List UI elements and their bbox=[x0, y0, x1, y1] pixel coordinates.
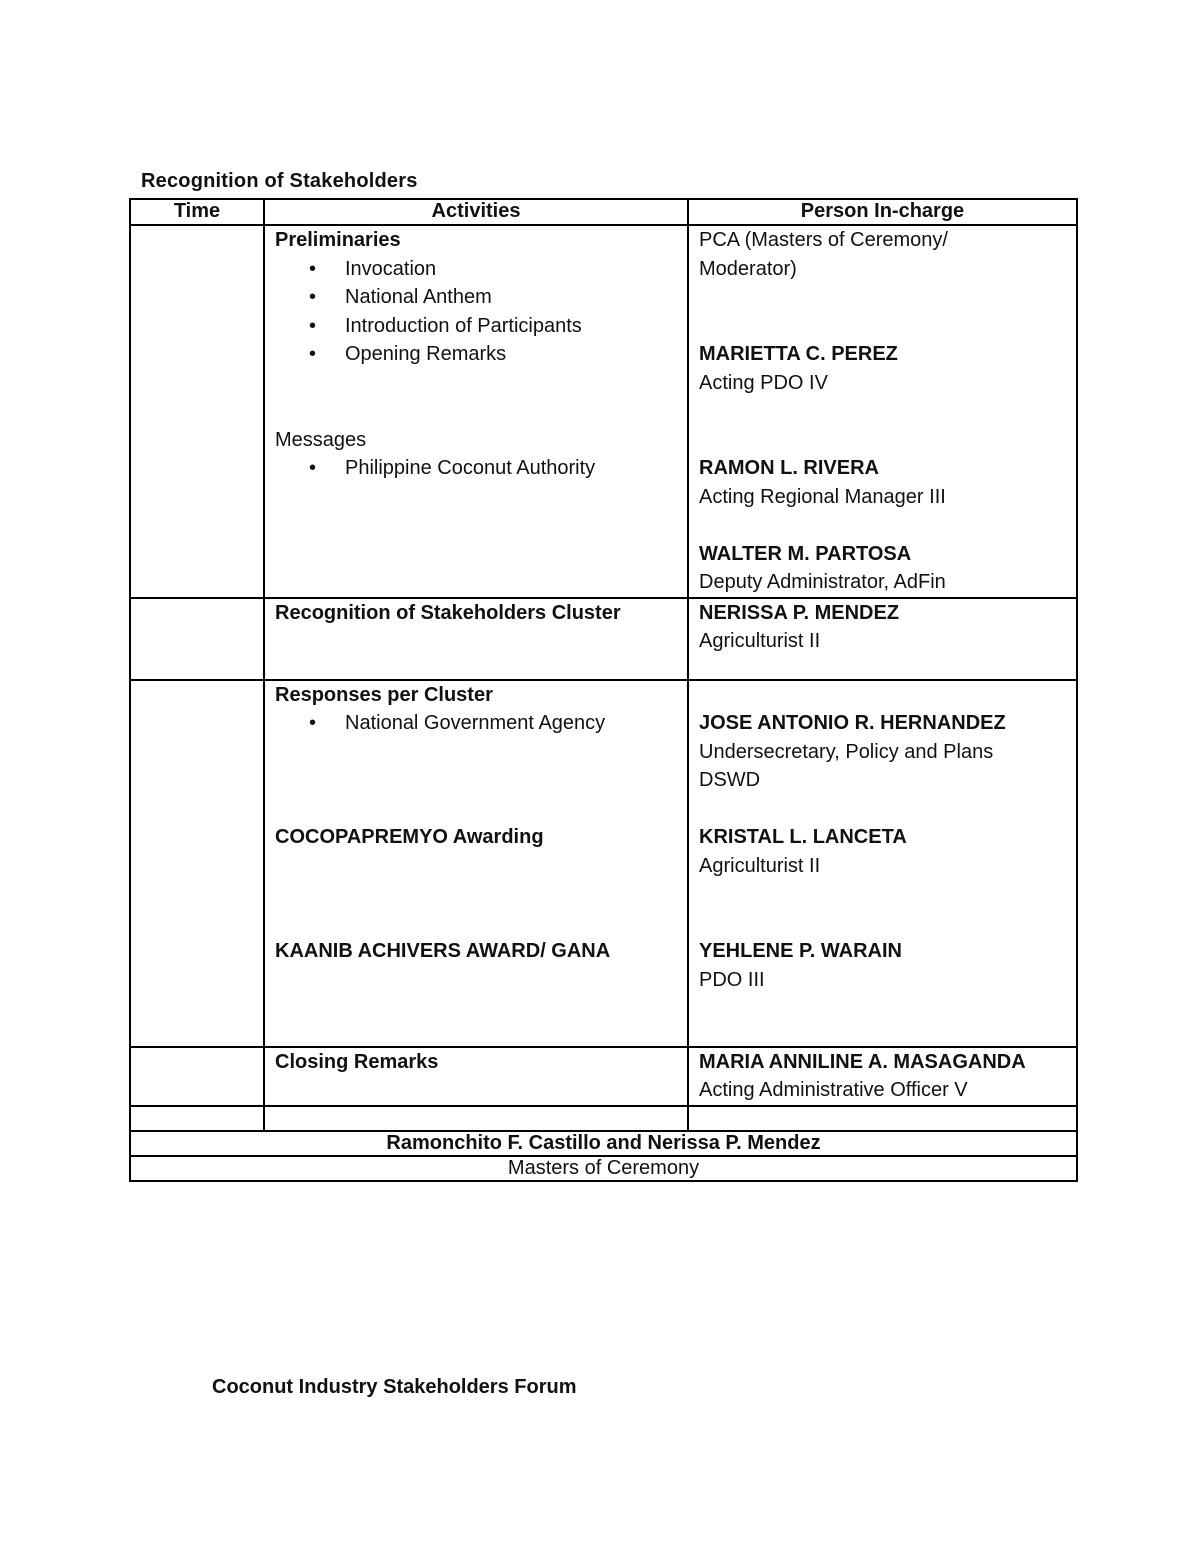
header-time: Time bbox=[130, 199, 264, 225]
person-title: Agriculturist II bbox=[699, 630, 821, 652]
time-cell bbox=[130, 225, 264, 598]
person-title: Acting Regional Manager III bbox=[699, 485, 946, 508]
time-cell bbox=[130, 1106, 264, 1131]
header-activities: Activities bbox=[264, 199, 688, 225]
list-item: • Introduction of Participants bbox=[275, 312, 677, 341]
person-name: NERISSA P. MENDEZ bbox=[699, 601, 900, 624]
person-cell bbox=[688, 680, 1077, 1047]
table-row bbox=[130, 1047, 1077, 1106]
person-name: YEHLENE P. WARAIN bbox=[699, 940, 902, 962]
person-cell bbox=[688, 598, 1077, 680]
activities-cell bbox=[264, 598, 688, 680]
footer-title: Coconut Industry Stakeholders Forum bbox=[212, 1376, 577, 1398]
time-cell bbox=[130, 1047, 264, 1106]
messages-heading: Messages bbox=[275, 428, 367, 451]
list-item: • Opening Remarks bbox=[275, 340, 677, 369]
person-name: JOSE ANTONIO R. HERNANDEZ bbox=[699, 712, 1006, 734]
responses-heading: Responses per Cluster bbox=[275, 683, 493, 706]
person-name: KRISTAL L. LANCETA bbox=[699, 826, 907, 848]
messages-list bbox=[275, 454, 677, 483]
list-item: • Invocation bbox=[275, 255, 677, 284]
table-row bbox=[130, 1106, 1077, 1131]
person-cell bbox=[688, 225, 1077, 598]
mc-names-row bbox=[130, 1131, 1077, 1156]
pca-line: PCA (Masters of Ceremony/ bbox=[699, 229, 948, 251]
list-item: • Philippine Coconut Authority bbox=[275, 454, 677, 483]
table-header-row bbox=[130, 199, 1077, 225]
person-title: DSWD bbox=[699, 769, 761, 791]
person-title: PDO III bbox=[699, 968, 765, 991]
activities-cell bbox=[264, 1047, 688, 1106]
activity-label: COCOPAPREMYO Awarding bbox=[275, 826, 544, 848]
activity-label: Closing Remarks bbox=[275, 1050, 439, 1073]
mc-role: Masters of Ceremony bbox=[130, 1156, 1077, 1181]
time-cell bbox=[130, 598, 264, 680]
person-title: Undersecretary, Policy and Plans bbox=[699, 740, 994, 763]
mc-role-row bbox=[130, 1156, 1077, 1181]
time-cell bbox=[130, 680, 264, 1047]
header-person: Person In-charge bbox=[688, 199, 1077, 225]
person-title: Agriculturist II bbox=[699, 854, 821, 877]
table-row bbox=[130, 225, 1077, 598]
list-item: • National Anthem bbox=[275, 283, 677, 312]
list-item: • National Government Agency bbox=[275, 709, 677, 738]
person-name: MARIA ANNILINE A. MASAGANDA bbox=[699, 1050, 1026, 1073]
responses-list bbox=[275, 709, 677, 738]
program-table bbox=[129, 198, 1078, 1182]
activity-label: KAANIB ACHIVERS AWARD/ GANA bbox=[275, 940, 611, 962]
person-title: Acting Administrative Officer V bbox=[699, 1079, 968, 1101]
preliminaries-heading: Preliminaries bbox=[275, 229, 401, 251]
person-title: Acting PDO IV bbox=[699, 371, 828, 394]
person-name: WALTER M. PARTOSA bbox=[699, 542, 912, 565]
preliminaries-list bbox=[275, 255, 677, 369]
person-name: MARIETTA C. PEREZ bbox=[699, 343, 898, 365]
mc-names: Ramonchito F. Castillo and Nerissa P. Mendez bbox=[130, 1131, 1077, 1156]
pca-line: Moderator) bbox=[699, 257, 797, 280]
person-title: Deputy Administrator, AdFin bbox=[699, 571, 946, 593]
activities-cell bbox=[264, 225, 688, 598]
person-cell bbox=[688, 1047, 1077, 1106]
activities-cell bbox=[264, 680, 688, 1047]
activity-label: Recognition of Stakeholders Cluster bbox=[275, 601, 621, 624]
activities-cell bbox=[264, 1106, 688, 1131]
person-name: RAMON L. RIVERA bbox=[699, 457, 879, 479]
section-title: Recognition of Stakeholders bbox=[141, 170, 418, 192]
table-row bbox=[130, 680, 1077, 1047]
person-cell bbox=[688, 1106, 1077, 1131]
table-row bbox=[130, 598, 1077, 680]
